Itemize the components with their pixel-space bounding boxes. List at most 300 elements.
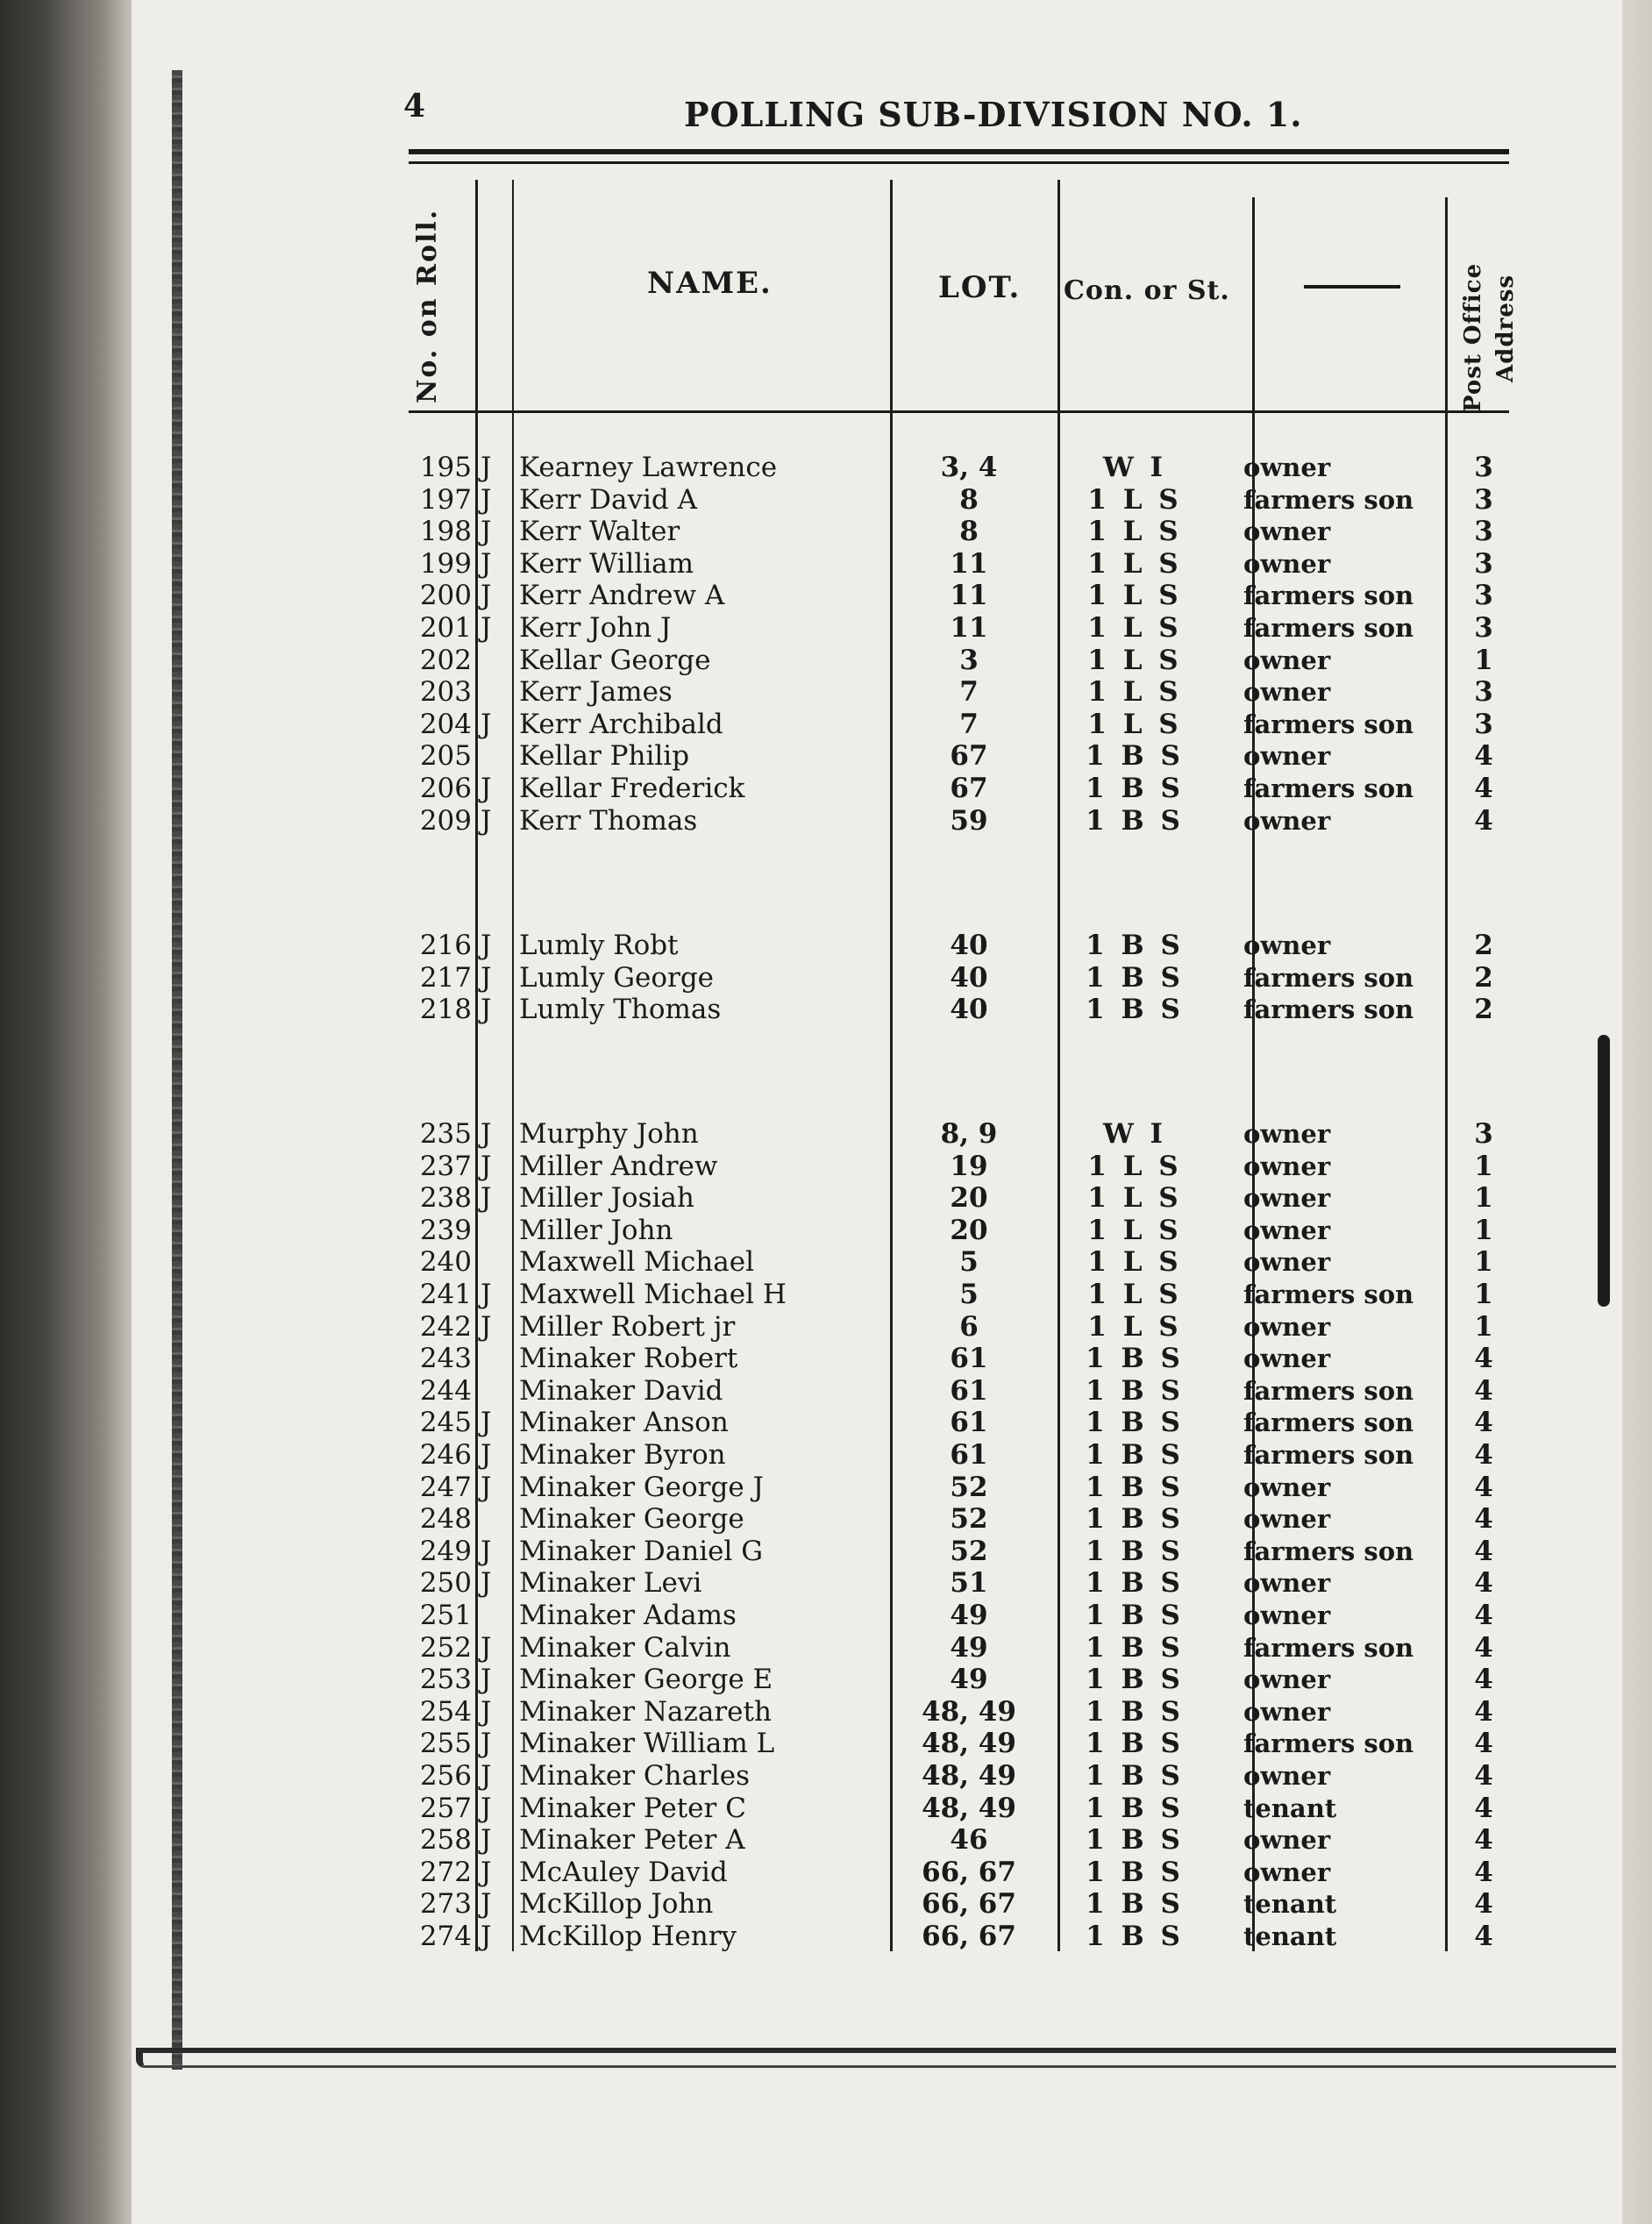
roll-number: 203 (419, 676, 472, 709)
table-row (0, 1375, 1652, 1408)
j-mark: J (481, 1535, 492, 1567)
voter-status: farmers son (1243, 1375, 1414, 1406)
table-row (0, 740, 1652, 773)
concession: 1 L S (1087, 676, 1182, 709)
voter-name: Lumly George (519, 961, 715, 994)
table-row (0, 930, 1652, 962)
table-row (0, 1824, 1652, 1857)
lot-number: 52 (950, 1535, 988, 1567)
lot-number: 61 (950, 1374, 988, 1407)
concession: 1 B S (1086, 1407, 1184, 1439)
lot-number: 40 (950, 930, 988, 961)
voter-name: Kearney Lawrence (519, 452, 778, 483)
j-mark: J (481, 804, 492, 837)
post-office-number: 1 (1474, 1246, 1493, 1279)
j-mark: J (481, 1921, 492, 1952)
voter-name: Minaker Nazareth (519, 1695, 772, 1728)
lot-number: 40 (950, 994, 988, 1026)
voter-status: owner (1243, 677, 1331, 708)
concession: 1 L S (1087, 1182, 1182, 1215)
concession: 1 B S (1086, 1503, 1184, 1536)
post-office-number: 4 (1474, 1664, 1493, 1696)
j-mark: J (481, 612, 492, 644)
lot-number: 46 (950, 1824, 988, 1857)
concession: 1 B S (1086, 930, 1184, 961)
roll-number: 199 (419, 547, 472, 580)
lot-number: 52 (950, 1471, 988, 1503)
table-row (0, 1793, 1652, 1825)
voter-status: farmers son (1243, 1729, 1414, 1759)
concession: 1 L S (1087, 1214, 1182, 1246)
header-con-or-st: Con. or St. (1064, 275, 1230, 306)
concession: 1 B S (1086, 1921, 1184, 1952)
j-mark: J (481, 1695, 492, 1728)
voter-name: Minaker George E (519, 1664, 773, 1696)
voter-status: farmers son (1243, 994, 1414, 1025)
roll-number: 242 (419, 1310, 472, 1343)
j-mark: J (481, 708, 492, 740)
post-office-number: 2 (1474, 930, 1493, 961)
post-office-number: 2 (1474, 961, 1493, 994)
post-office-number: 4 (1474, 1535, 1493, 1567)
lot-number: 11 (950, 580, 988, 612)
lot-number: 48, 49 (922, 1728, 1016, 1760)
lot-number: 61 (950, 1407, 988, 1439)
voter-name: Maxwell Michael (519, 1246, 754, 1279)
concession: 1 L S (1087, 1150, 1182, 1182)
table-row (0, 1311, 1652, 1344)
header-post-office: Post Office (1460, 262, 1486, 412)
voter-status: owner (1243, 1600, 1331, 1630)
j-mark: J (481, 1407, 492, 1439)
j-mark: J (481, 773, 492, 804)
voter-status: tenant (1243, 1793, 1337, 1823)
voter-status: owner (1243, 1344, 1331, 1374)
table-row (0, 1696, 1652, 1729)
voter-name: Murphy John (519, 1118, 699, 1150)
voter-name: Minaker Peter C (519, 1792, 746, 1824)
table-row (0, 676, 1652, 709)
table-row (0, 1407, 1652, 1439)
post-office-number: 3 (1474, 452, 1493, 483)
post-office-number: 3 (1474, 1118, 1493, 1150)
lot-number: 61 (950, 1343, 988, 1375)
voter-status: owner (1243, 1761, 1331, 1791)
voter-name: Minaker Peter A (519, 1824, 745, 1857)
header-name: NAME. (647, 266, 773, 301)
roll-number: 254 (419, 1695, 472, 1728)
table-row (0, 962, 1652, 994)
table-row (0, 773, 1652, 805)
voter-status: owner (1243, 1825, 1331, 1856)
table-row (0, 1760, 1652, 1793)
j-mark: J (481, 994, 492, 1026)
table-row (0, 1632, 1652, 1664)
roll-number: 204 (419, 708, 472, 740)
voter-status: owner (1243, 805, 1331, 836)
j-mark: J (481, 580, 492, 612)
voter-name: Minaker George (519, 1503, 744, 1536)
voter-status: owner (1243, 548, 1331, 579)
table-row (0, 1536, 1652, 1568)
roll-number: 246 (419, 1439, 472, 1471)
header-address: Address (1492, 274, 1519, 382)
roll-number: 217 (419, 961, 472, 994)
voter-name: Kellar Frederick (519, 773, 745, 804)
lot-number: 51 (950, 1567, 988, 1600)
table-row (0, 1118, 1652, 1151)
concession: 1 L S (1087, 708, 1182, 740)
voter-status: farmers son (1243, 1408, 1414, 1438)
post-office-number: 3 (1474, 708, 1493, 740)
j-mark: J (481, 1279, 492, 1310)
post-office-number: 4 (1474, 1439, 1493, 1471)
j-mark: J (481, 452, 492, 483)
j-mark: J (481, 1792, 492, 1824)
voter-status: farmers son (1243, 581, 1414, 611)
concession: 1 L S (1087, 612, 1182, 644)
j-mark: J (481, 1471, 492, 1503)
lot-number: 7 (959, 708, 979, 740)
roll-number: 209 (419, 804, 472, 837)
post-office-number: 4 (1474, 773, 1493, 804)
concession: 1 B S (1086, 773, 1184, 804)
concession: 1 B S (1086, 804, 1184, 837)
concession: 1 B S (1086, 1664, 1184, 1696)
concession: 1 B S (1086, 1631, 1184, 1664)
concession: W I (1102, 1118, 1167, 1150)
post-office-number: 1 (1474, 1182, 1493, 1215)
roll-number: 195 (419, 452, 472, 483)
concession: 1 B S (1086, 1439, 1184, 1471)
table-row (0, 1246, 1652, 1279)
voter-name: Maxwell Michael H (519, 1279, 787, 1310)
roll-number: 248 (419, 1503, 472, 1536)
roll-number: 257 (419, 1792, 472, 1824)
roll-number: 249 (419, 1535, 472, 1567)
lot-number: 48, 49 (922, 1792, 1016, 1824)
concession: 1 B S (1086, 1824, 1184, 1857)
post-office-number: 4 (1474, 1695, 1493, 1728)
roll-number: 258 (419, 1824, 472, 1857)
table-row (0, 1279, 1652, 1311)
lot-number: 66, 67 (922, 1888, 1016, 1921)
lot-number: 49 (950, 1600, 988, 1631)
voter-name: McKillop Henry (519, 1921, 737, 1952)
post-office-number: 4 (1474, 1792, 1493, 1824)
voter-status: owner (1243, 1472, 1331, 1502)
table-row (0, 612, 1652, 645)
table-row (0, 1343, 1652, 1375)
header-lot: LOT. (938, 270, 1022, 305)
voter-name: Minaker Charles (519, 1760, 751, 1792)
roll-number: 250 (419, 1567, 472, 1600)
voter-status: owner (1243, 517, 1331, 547)
post-office-number: 4 (1474, 740, 1493, 773)
voter-status: owner (1243, 1311, 1331, 1342)
voter-status: owner (1243, 1504, 1331, 1535)
roll-number: 235 (419, 1118, 472, 1150)
roll-number: 237 (419, 1150, 472, 1182)
post-office-number: 3 (1474, 580, 1493, 612)
lot-number: 6 (959, 1310, 979, 1343)
roll-number: 238 (419, 1182, 472, 1215)
voter-name: Miller Andrew (519, 1150, 718, 1182)
table-row (0, 645, 1652, 677)
post-office-number: 4 (1474, 1888, 1493, 1921)
j-mark: J (481, 1150, 492, 1182)
lot-number: 8 (959, 516, 979, 548)
table-row (0, 709, 1652, 741)
voter-name: Miller Josiah (519, 1182, 694, 1215)
post-office-number: 4 (1474, 1567, 1493, 1600)
j-mark: J (481, 516, 492, 548)
j-mark: J (481, 1888, 492, 1921)
concession: 1 B S (1086, 1728, 1184, 1760)
concession: 1 B S (1086, 1888, 1184, 1921)
concession: 1 B S (1086, 1760, 1184, 1792)
voter-name: Minaker Adams (519, 1600, 737, 1631)
concession: 1 B S (1086, 1856, 1184, 1888)
concession: 1 B S (1086, 961, 1184, 994)
voter-name: Miller John (519, 1214, 673, 1246)
voter-status: farmers son (1243, 709, 1414, 739)
roll-number: 273 (419, 1888, 472, 1921)
post-office-number: 4 (1474, 1921, 1493, 1952)
concession: 1 L S (1087, 1279, 1182, 1310)
voter-status: owner (1243, 1247, 1331, 1278)
voter-name: Minaker Levi (519, 1567, 702, 1600)
voter-name: Kerr Walter (519, 516, 680, 548)
j-mark: J (481, 1310, 492, 1343)
j-mark: J (481, 1664, 492, 1696)
voter-name: Kellar George (519, 644, 711, 676)
voter-name: Kerr William (519, 547, 694, 580)
roll-number: 197 (419, 483, 472, 516)
table-row (0, 805, 1652, 838)
concession: 1 B S (1086, 994, 1184, 1026)
concession: 1 L S (1087, 644, 1182, 676)
post-office-number: 2 (1474, 994, 1493, 1026)
voter-name: Minaker William L (519, 1728, 775, 1760)
roll-number: 218 (419, 994, 472, 1026)
post-office-number: 4 (1474, 1631, 1493, 1664)
voter-status: owner (1243, 930, 1331, 960)
lot-number: 3 (959, 644, 979, 676)
lot-number: 67 (950, 740, 988, 773)
roll-number: 201 (419, 612, 472, 644)
j-mark: J (481, 1760, 492, 1792)
roll-number: 256 (419, 1760, 472, 1792)
post-office-number: 4 (1474, 1374, 1493, 1407)
table-row (0, 1728, 1652, 1760)
voter-name: Kerr Andrew A (519, 580, 725, 612)
lot-number: 8 (959, 483, 979, 516)
post-office-number: 3 (1474, 516, 1493, 548)
table-row (0, 484, 1652, 517)
voter-status: tenant (1243, 1889, 1337, 1920)
voter-name: Minaker Robert (519, 1343, 738, 1375)
voter-name: Minaker Anson (519, 1407, 729, 1439)
page-title: POLLING SUB-DIVISION NO. 1. (684, 95, 1303, 134)
lot-number: 20 (950, 1182, 988, 1215)
lot-number: 59 (950, 804, 988, 837)
table-row (0, 1600, 1652, 1632)
concession: 1 L S (1087, 516, 1182, 548)
voter-status: owner (1243, 1568, 1331, 1599)
roll-number: 252 (419, 1631, 472, 1664)
lot-number: 61 (950, 1439, 988, 1471)
roll-number: 216 (419, 930, 472, 961)
voter-status: owner (1243, 1696, 1331, 1727)
concession: 1 L S (1087, 547, 1182, 580)
voter-name: Lumly Robt (519, 930, 679, 961)
roll-number: 239 (419, 1214, 472, 1246)
voter-status: farmers son (1243, 613, 1414, 643)
post-office-number: 4 (1474, 1728, 1493, 1760)
lot-number: 66, 67 (922, 1921, 1016, 1952)
concession: 1 B S (1086, 1343, 1184, 1375)
post-office-number: 4 (1474, 1407, 1493, 1439)
lot-number: 67 (950, 773, 988, 804)
voter-name: Minaker George J (519, 1471, 764, 1503)
post-office-number: 3 (1474, 483, 1493, 516)
concession: 1 L S (1087, 483, 1182, 516)
voter-status: farmers son (1243, 1280, 1414, 1309)
post-office-number: 1 (1474, 1310, 1493, 1343)
post-office-number: 3 (1474, 612, 1493, 644)
lot-number: 7 (959, 676, 979, 709)
j-mark: J (481, 547, 492, 580)
voter-status: owner (1243, 1664, 1331, 1695)
roll-number: 245 (419, 1407, 472, 1439)
lot-number: 48, 49 (922, 1695, 1016, 1728)
post-office-number: 1 (1474, 1279, 1493, 1310)
lot-number: 11 (950, 612, 988, 644)
lot-number: 5 (959, 1246, 979, 1279)
j-mark: J (481, 1118, 492, 1150)
lot-number: 19 (950, 1150, 988, 1182)
post-office-number: 4 (1474, 1600, 1493, 1631)
concession: 1 B S (1086, 1535, 1184, 1567)
concession: 1 B S (1086, 1600, 1184, 1631)
table-row (0, 1921, 1652, 1953)
concession: W I (1102, 452, 1167, 483)
voter-status: owner (1243, 1119, 1331, 1149)
post-office-number: 1 (1474, 644, 1493, 676)
concession: 1 B S (1086, 1567, 1184, 1600)
j-mark: J (481, 1728, 492, 1760)
concession: 1 B S (1086, 1695, 1184, 1728)
concession: 1 B S (1086, 1471, 1184, 1503)
lot-number: 49 (950, 1631, 988, 1664)
table-row (0, 1472, 1652, 1504)
voter-name: Kerr Thomas (519, 804, 698, 837)
post-office-number: 1 (1474, 1150, 1493, 1182)
table-row (0, 1503, 1652, 1536)
voter-name: McAuley David (519, 1856, 728, 1888)
concession: 1 L S (1087, 580, 1182, 612)
roll-number: 206 (419, 773, 472, 804)
lot-number: 5 (959, 1279, 979, 1310)
roll-number: 251 (419, 1600, 472, 1631)
post-office-number: 3 (1474, 547, 1493, 580)
table-row (0, 1857, 1652, 1889)
j-mark: J (481, 1439, 492, 1471)
table-row (0, 1567, 1652, 1600)
roll-number: 274 (419, 1921, 472, 1952)
table-row (0, 516, 1652, 548)
lot-number: 8, 9 (940, 1118, 998, 1150)
voter-status: farmers son (1243, 962, 1414, 993)
table-row (0, 1182, 1652, 1215)
concession: 1 L S (1087, 1246, 1182, 1279)
voter-status: farmers son (1243, 1632, 1414, 1663)
table-row (0, 548, 1652, 581)
voter-name: Minaker David (519, 1374, 723, 1407)
roll-number: 253 (419, 1664, 472, 1696)
post-office-number: 4 (1474, 1856, 1493, 1888)
post-office-number: 3 (1474, 676, 1493, 709)
post-office-number: 4 (1474, 1760, 1493, 1792)
voter-status: owner (1243, 741, 1331, 772)
roll-number: 205 (419, 740, 472, 773)
lot-number: 52 (950, 1503, 988, 1536)
table-row (0, 452, 1652, 484)
lot-number: 48, 49 (922, 1760, 1016, 1792)
voter-name: Minaker Daniel G (519, 1535, 764, 1567)
roll-number: 243 (419, 1343, 472, 1375)
voter-status: owner (1243, 1183, 1331, 1214)
voter-status: owner (1243, 453, 1331, 482)
voter-name: Kerr David A (519, 483, 698, 516)
lot-number: 20 (950, 1214, 988, 1246)
roll-number: 202 (419, 644, 472, 676)
voter-status: farmers son (1243, 773, 1414, 803)
j-mark: J (481, 1631, 492, 1664)
voter-status: owner (1243, 645, 1331, 675)
post-office-number: 4 (1474, 1824, 1493, 1857)
header-roll: No. on Roll. (412, 208, 443, 403)
table-row (0, 580, 1652, 612)
voter-name: Kellar Philip (519, 740, 690, 773)
concession: 1 B S (1086, 1374, 1184, 1407)
j-mark: J (481, 1182, 492, 1215)
roll-number: 255 (419, 1728, 472, 1760)
lot-number: 40 (950, 961, 988, 994)
roll-number: 247 (419, 1471, 472, 1503)
voter-status: farmers son (1243, 484, 1414, 515)
post-office-number: 4 (1474, 1343, 1493, 1375)
voter-status: farmers son (1243, 1536, 1414, 1566)
j-mark: J (481, 961, 492, 994)
post-office-number: 4 (1474, 1471, 1493, 1503)
concession: 1 B S (1086, 740, 1184, 773)
lot-number: 3, 4 (940, 452, 998, 483)
j-mark: J (481, 930, 492, 961)
post-office-number: 4 (1474, 804, 1493, 837)
lot-number: 11 (950, 547, 988, 580)
roll-number: 198 (419, 516, 472, 548)
post-office-number: 4 (1474, 1503, 1493, 1536)
table-row (0, 1215, 1652, 1247)
table-row (0, 1664, 1652, 1696)
roll-number: 272 (419, 1856, 472, 1888)
voter-name: Kerr Archibald (519, 708, 723, 740)
j-mark: J (481, 1856, 492, 1888)
voter-status: owner (1243, 1151, 1331, 1181)
voter-name: Kerr John J (519, 612, 672, 644)
